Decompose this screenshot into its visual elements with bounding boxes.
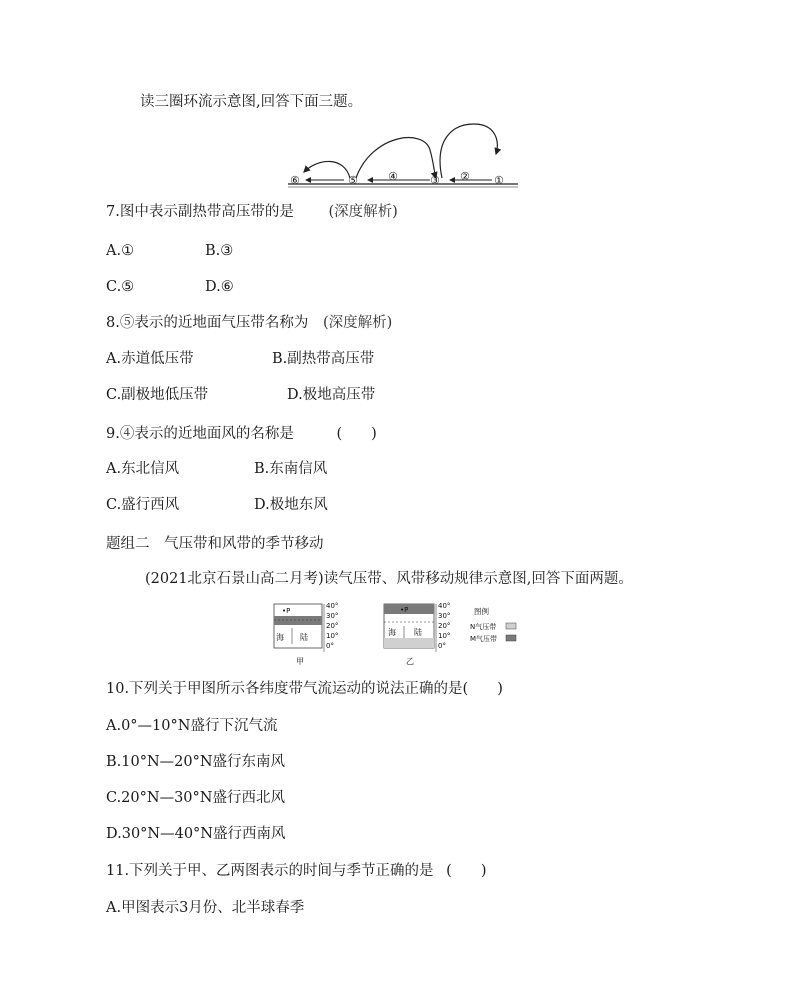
q7-option-c: C.⑤ <box>106 279 135 295</box>
q10-option-a: A.0°—10°N盛行下沉气流 <box>106 718 278 734</box>
jia-lat-30: 30° <box>326 612 339 620</box>
q9-option-b: B.东南信风 <box>254 461 328 477</box>
q8-option-a: A.赤道低压带 <box>106 351 194 367</box>
figure-jia <box>274 602 338 666</box>
figure-yi <box>384 602 450 666</box>
fig1-label-3: ③ <box>430 174 440 187</box>
yi-sea-label: 海 <box>388 628 396 637</box>
yi-caption: 乙 <box>406 657 414 666</box>
intro-text: 读三圈环流示意图,回答下面三题。 <box>140 94 363 110</box>
q7-option-a: A.① <box>106 243 135 259</box>
q8-stem <box>106 313 392 333</box>
legend-n-label: N气压带 <box>470 623 497 631</box>
q7-hint: (深度解析) <box>328 204 398 220</box>
yi-land-label: 陆 <box>414 628 422 637</box>
intro2-text: (2021北京石景山高二月考)读气压带、风带移动规律示意图,回答下面两题。 <box>145 571 633 587</box>
q8-hint: (深度解析) <box>322 315 393 331</box>
q9-blank: ( ) <box>336 426 377 442</box>
yi-lat-40: 40° <box>438 602 451 610</box>
legend-title: 图例 <box>474 607 489 616</box>
legend-m-label: M气压带 <box>470 635 498 643</box>
jia-land-label: 陆 <box>300 633 308 642</box>
q7-stem <box>106 202 398 222</box>
group2-heading: 题组二 气压带和风带的季节移动 <box>106 536 324 552</box>
q9-option-c: C.盛行西风 <box>106 497 180 513</box>
yi-lat-10: 10° <box>438 632 451 640</box>
q9-stem <box>106 424 377 444</box>
jia-lat-0: 0° <box>326 642 334 650</box>
jia-sea-label: 海 <box>276 633 284 642</box>
q7-stem-text: 7.图中表示副热带高压带的是 <box>106 204 294 220</box>
q9-stem-text: 9.④表示的近地面风的名称是 <box>106 426 294 442</box>
fig1-label-6: ⑥ <box>290 174 300 187</box>
q10-stem: 10.下列关于甲图所示各纬度带气流运动的说法正确的是( ) <box>106 681 503 697</box>
jia-lat-40: 40° <box>326 602 339 610</box>
q8-stem-text: 8.⑤表示的近地面气压带名称为 <box>106 315 309 331</box>
jia-lat-10: 10° <box>326 632 339 640</box>
q8-option-d: D.极地高压带 <box>287 387 376 403</box>
q9-option-d: D.极地东风 <box>254 497 328 513</box>
q11-stem <box>106 861 487 881</box>
yi-m-belt <box>384 604 434 614</box>
pressure-belt-shift-figure <box>258 600 528 670</box>
fig1-label-4: ④ <box>388 170 398 183</box>
q7-option-d: D.⑥ <box>205 279 234 295</box>
q10-option-d: D.30°N—40°N盛行西南风 <box>106 826 286 842</box>
q7-option-b: B.③ <box>205 243 234 259</box>
legend-m-swatch <box>506 635 516 641</box>
q11-option-a: A.甲图表示3月份、北半球春季 <box>106 900 305 916</box>
q9-option-a: A.东北信风 <box>106 461 180 477</box>
yi-lat-0: 0° <box>438 642 446 650</box>
yi-n-belt <box>384 638 434 648</box>
legend-n-swatch <box>506 623 516 629</box>
jia-caption: 甲 <box>296 657 304 666</box>
fig1-label-2: ② <box>460 170 470 183</box>
jia-lat-20: 20° <box>326 622 339 630</box>
q11-stem-text: 11.下列关于甲、乙两图表示的时间与季节正确的是 <box>106 863 434 879</box>
q11-blank: ( ) <box>446 863 487 879</box>
q8-option-c: C.副极地低压带 <box>106 387 209 403</box>
three-cell-circulation-figure <box>284 120 524 190</box>
jia-m-belt <box>274 616 322 625</box>
yi-p-label: •P <box>400 606 409 614</box>
fig1-label-5: ⑤ <box>348 174 358 187</box>
jia-p-label: •P <box>282 607 291 615</box>
q8-option-b: B.副热带高压带 <box>272 351 375 367</box>
yi-lat-30: 30° <box>438 612 451 620</box>
yi-lat-20: 20° <box>438 622 451 630</box>
q10-option-b: B.10°N—20°N盛行东南风 <box>106 754 286 770</box>
figure-legend <box>470 606 516 643</box>
fig1-label-1: ① <box>494 174 504 187</box>
q10-option-c: C.20°N—30°N盛行西北风 <box>106 790 285 806</box>
